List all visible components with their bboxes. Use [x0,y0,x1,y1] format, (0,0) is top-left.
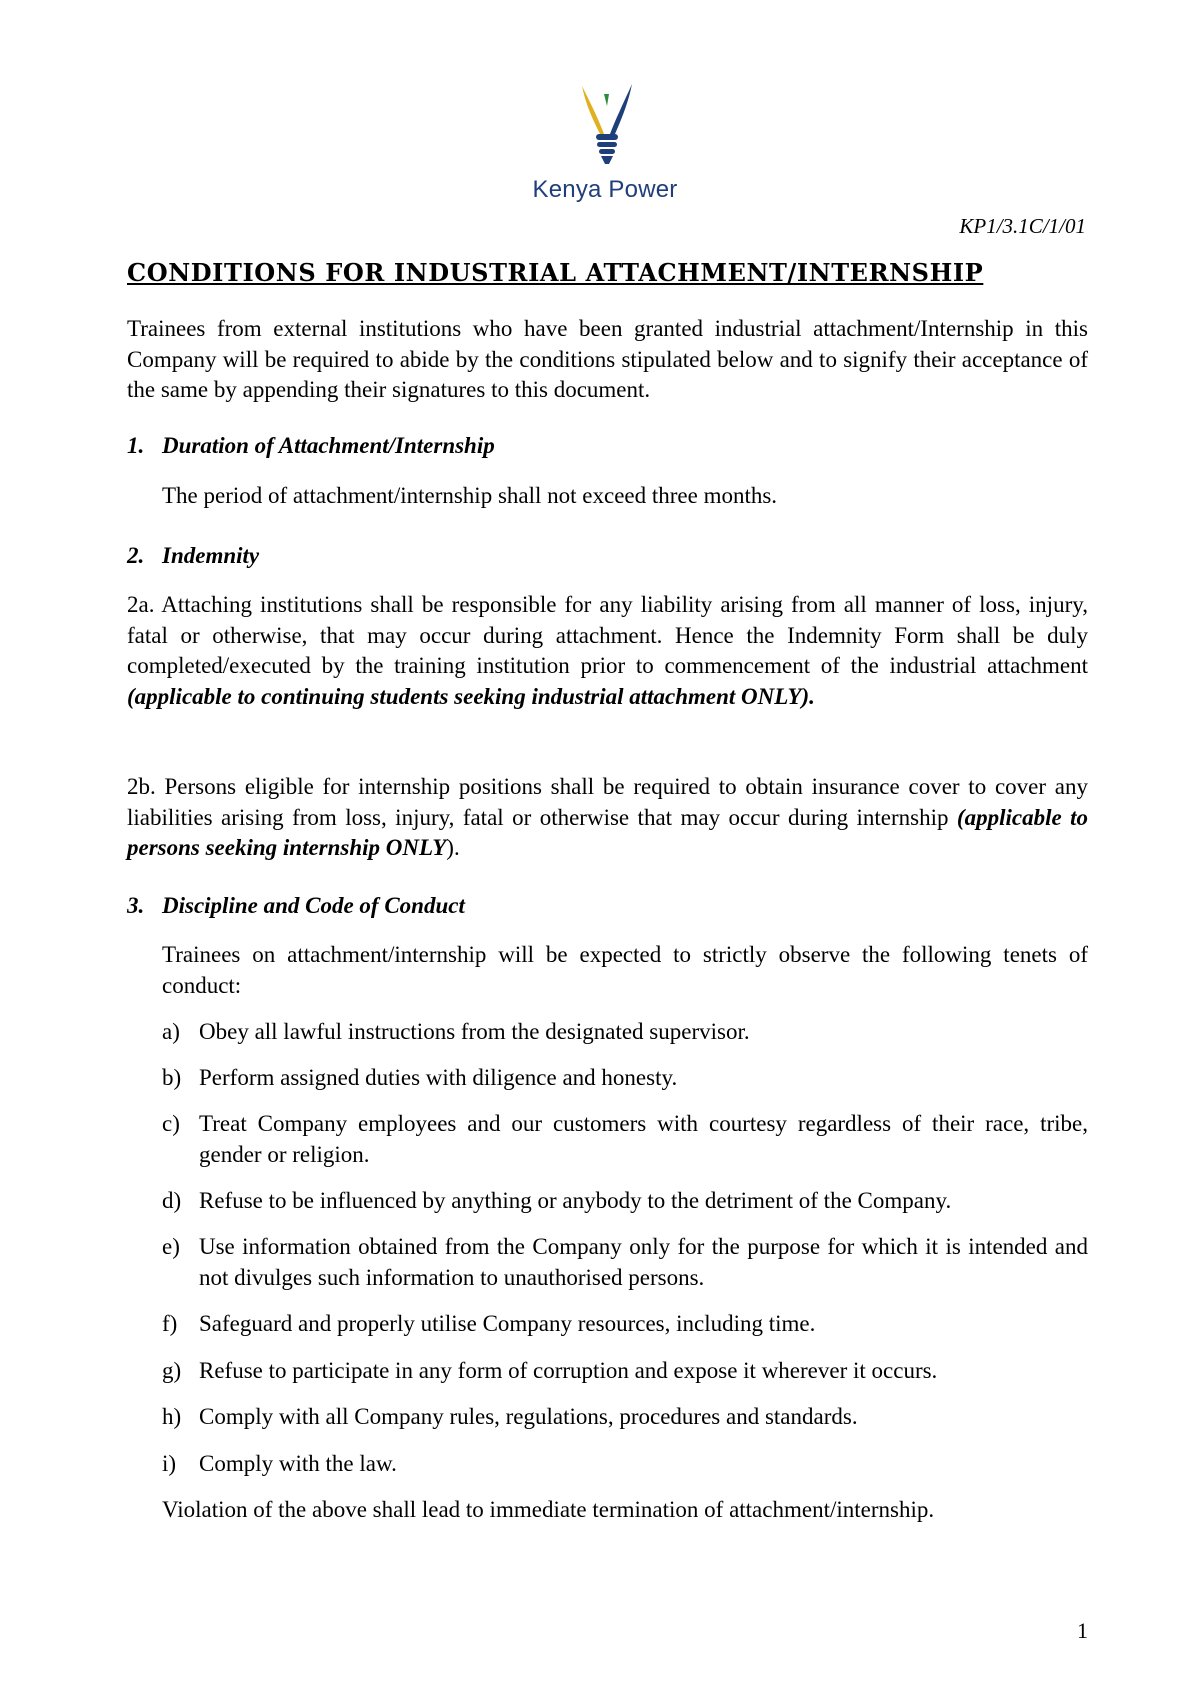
document-reference: KP1/3.1C/1/01 [959,214,1086,238]
list-item [162,1402,1088,1433]
list-item [162,1232,1088,1293]
section-title: Indemnity [162,543,260,568]
paragraph-2a-emphasis: (applicable to continuing students seeking industrial attachment ONLY). [127,683,815,709]
list-item [162,1309,1088,1340]
section-3-closing: Violation of the above shall lead to immediate termination of attachment/internship. [162,1497,935,1522]
list-item [162,1449,1088,1480]
section-title: Duration of Attachment/Internship [162,433,495,458]
logo-text: Kenya Power [532,176,678,203]
list-item [162,1186,1088,1217]
list-marker: g) [162,1358,182,1383]
list-item-text: Comply with all Company rules, regulations, procedures and standards. [199,1404,858,1429]
paragraph-2b [127,772,1088,864]
section-2-heading [127,543,259,569]
section-3-intro: Trainees on attachment/internship will be expected to strictly observe the following tenets of conduct: [162,942,1088,998]
list-item-text: Treat Company employees and our customers with courtesy regardless of their race, tribe, gender or religion. [199,1111,1088,1167]
paragraph-2b-emphasis: (applicable to persons seeking internship ONLY [127,804,1088,860]
paragraph-2b-end: ). [446,835,460,860]
list-item-text: Obey all lawful instructions from the designated supervisor. [199,1019,750,1044]
list-item-text: Comply with the law. [199,1451,397,1476]
list-item [162,1109,1088,1170]
lightbulb-logo-icon [520,72,690,176]
section-number: 1. [127,433,145,458]
list-item [162,1063,1088,1094]
list-item [162,1017,1088,1048]
page-number: 1 [1077,1618,1088,1643]
list-item [162,1356,1088,1387]
intro-paragraph: Trainees from external institutions who have been granted industrial attachment/Internship in this Company will be required to abide by the conditions stipulated below and to signify their acceptance of the same by appending their signatures to this document. [127,316,1088,402]
list-marker: e) [162,1234,180,1259]
list-item-text: Use information obtained from the Company only for the purpose for which it is intended and not divulges such information to unauthorised persons. [199,1234,1088,1290]
paragraph-2b-text: 2b. Persons eligible for internship positions shall be required to obtain insurance cover to cover any liabilities arising from loss, injury, fatal or otherwise that may occur during internship [127,774,1088,830]
list-marker: h) [162,1404,182,1429]
list-item-text: Refuse to be influenced by anything or anybody to the detriment of the Company. [199,1188,952,1213]
list-marker: a) [162,1019,180,1044]
section-3-heading [127,893,465,919]
list-marker: c) [162,1111,180,1136]
kenya-power-logo [520,72,690,212]
paragraph-2a-text: 2a. Attaching institutions shall be responsible for any liability arising from all manner of loss, injury, fatal or otherwise, that may occur during attachment. Hence the Indemnity Form shall be duly completed/executed by the training institution prior to commencement of the industrial attachment [127,592,1088,678]
section-1-text: The period of attachment/internship shall not exceed three months. [162,483,778,508]
list-item-text: Refuse to participate in any form of corruption and expose it wherever it occurs. [199,1358,938,1383]
list-marker: i) [162,1451,177,1476]
section-title: Discipline and Code of Conduct [162,893,465,918]
section-1-heading [127,433,495,459]
list-item-text: Safeguard and properly utilise Company resources, including time. [199,1311,816,1336]
list-marker: f) [162,1311,178,1336]
section-number: 2. [127,543,145,568]
list-marker: b) [162,1065,182,1090]
page-title: CONDITIONS FOR INDUSTRIAL ATTACHMENT/INTERNSHIP [127,258,984,287]
section-number: 3. [127,893,145,918]
paragraph-2a [127,590,1088,712]
list-item-text: Perform assigned duties with diligence and honesty. [199,1065,678,1090]
list-marker: d) [162,1188,182,1213]
